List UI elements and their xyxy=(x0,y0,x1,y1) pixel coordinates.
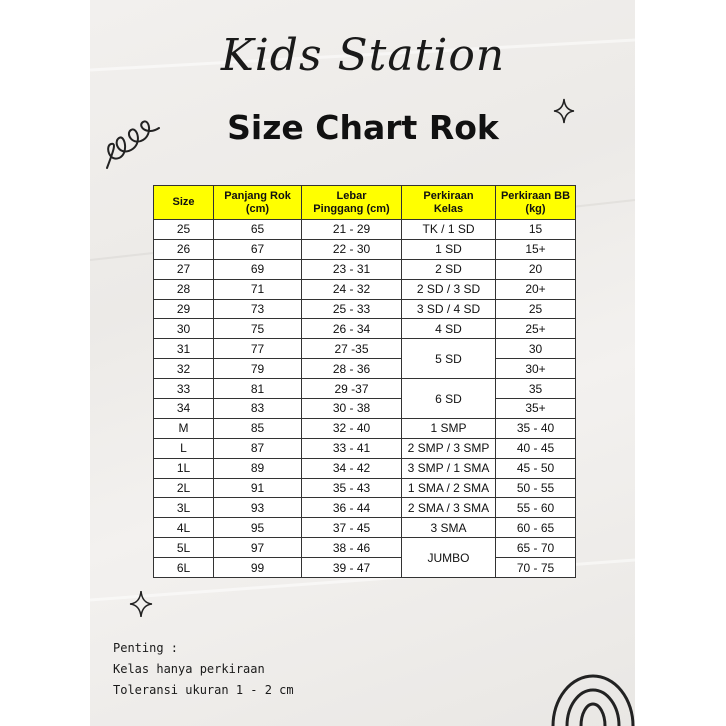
cell-perkiraan-kelas: 3 SD / 4 SD xyxy=(402,299,496,319)
cell-perkiraan-bb: 65 - 70 xyxy=(496,538,576,558)
table-row xyxy=(154,359,576,379)
table-row xyxy=(154,518,576,538)
cell-perkiraan-bb: 15 xyxy=(496,220,576,240)
cell-panjang-rok: 83 xyxy=(214,399,302,419)
cell-perkiraan-kelas: 1 SMP xyxy=(402,418,496,438)
cell-perkiraan-kelas: 3 SMP / 1 SMA xyxy=(402,458,496,478)
cell-perkiraan-kelas: 6 SD xyxy=(402,379,496,419)
cell-panjang-rok: 77 xyxy=(214,339,302,359)
sparkle-icon xyxy=(553,98,575,124)
column-header-panjang-rok: Panjang Rok (cm) xyxy=(214,186,302,220)
cell-size: 4L xyxy=(154,518,214,538)
cell-lebar-pinggang: 27 -35 xyxy=(302,339,402,359)
cell-perkiraan-bb: 25 xyxy=(496,299,576,319)
cell-perkiraan-bb: 70 - 75 xyxy=(496,558,576,578)
cell-size: 33 xyxy=(154,379,214,399)
cell-perkiraan-kelas: 1 SMA / 2 SMA xyxy=(402,478,496,498)
cell-size: L xyxy=(154,438,214,458)
cell-size: 2L xyxy=(154,478,214,498)
cell-perkiraan-bb: 50 - 55 xyxy=(496,478,576,498)
cell-perkiraan-kelas: 2 SD xyxy=(402,259,496,279)
cell-perkiraan-bb: 40 - 45 xyxy=(496,438,576,458)
cell-size: 3L xyxy=(154,498,214,518)
cell-lebar-pinggang: 21 - 29 xyxy=(302,220,402,240)
cell-panjang-rok: 69 xyxy=(214,259,302,279)
cell-lebar-pinggang: 36 - 44 xyxy=(302,498,402,518)
cell-perkiraan-kelas: 5 SD xyxy=(402,339,496,379)
table-row xyxy=(154,538,576,558)
cell-size: 1L xyxy=(154,458,214,478)
cell-size: 6L xyxy=(154,558,214,578)
cell-perkiraan-kelas: 4 SD xyxy=(402,319,496,339)
cell-size: 34 xyxy=(154,399,214,419)
cell-panjang-rok: 91 xyxy=(214,478,302,498)
cell-lebar-pinggang: 29 -37 xyxy=(302,379,402,399)
note-tolerance: Toleransi ukuran 1 - 2 cm xyxy=(113,683,294,697)
table-row xyxy=(154,418,576,438)
cell-panjang-rok: 89 xyxy=(214,458,302,478)
cell-perkiraan-kelas: JUMBO xyxy=(402,538,496,578)
table-row xyxy=(154,498,576,518)
cell-size: 31 xyxy=(154,339,214,359)
cell-panjang-rok: 93 xyxy=(214,498,302,518)
cell-lebar-pinggang: 32 - 40 xyxy=(302,418,402,438)
cell-panjang-rok: 75 xyxy=(214,319,302,339)
cell-perkiraan-kelas: 1 SD xyxy=(402,239,496,259)
table-row xyxy=(154,399,576,419)
sparkle-icon xyxy=(129,590,153,618)
cell-perkiraan-bb: 45 - 50 xyxy=(496,458,576,478)
cell-lebar-pinggang: 37 - 45 xyxy=(302,518,402,538)
page-title: Size Chart Rok xyxy=(227,108,499,147)
cell-perkiraan-bb: 35 xyxy=(496,379,576,399)
column-header-perkiraan-kelas: Perkiraan Kelas xyxy=(402,186,496,220)
cell-perkiraan-bb: 20+ xyxy=(496,279,576,299)
cell-lebar-pinggang: 30 - 38 xyxy=(302,399,402,419)
loop-scribble-icon xyxy=(103,112,167,172)
cell-perkiraan-kelas: 2 SMP / 3 SMP xyxy=(402,438,496,458)
cell-perkiraan-bb: 35 - 40 xyxy=(496,418,576,438)
table-row xyxy=(154,239,576,259)
cell-size: 32 xyxy=(154,359,214,379)
cell-panjang-rok: 65 xyxy=(214,220,302,240)
cell-size: 5L xyxy=(154,538,214,558)
cell-panjang-rok: 85 xyxy=(214,418,302,438)
cell-size: 27 xyxy=(154,259,214,279)
table-row xyxy=(154,319,576,339)
column-header-size: Size xyxy=(154,186,214,220)
table-header-row xyxy=(154,186,576,220)
cell-lebar-pinggang: 25 - 33 xyxy=(302,299,402,319)
cell-perkiraan-bb: 30 xyxy=(496,339,576,359)
cell-panjang-rok: 71 xyxy=(214,279,302,299)
table-row xyxy=(154,259,576,279)
notes xyxy=(113,638,294,701)
column-header-lebar-pinggang: Lebar Pinggang (cm) xyxy=(302,186,402,220)
cell-size: 26 xyxy=(154,239,214,259)
cell-panjang-rok: 81 xyxy=(214,379,302,399)
cell-perkiraan-bb: 25+ xyxy=(496,319,576,339)
table-row xyxy=(154,220,576,240)
table-row xyxy=(154,279,576,299)
cell-perkiraan-bb: 20 xyxy=(496,259,576,279)
cell-panjang-rok: 99 xyxy=(214,558,302,578)
cell-size: 29 xyxy=(154,299,214,319)
cell-size: 30 xyxy=(154,319,214,339)
table-row xyxy=(154,478,576,498)
cell-panjang-rok: 97 xyxy=(214,538,302,558)
cell-lebar-pinggang: 23 - 31 xyxy=(302,259,402,279)
cell-perkiraan-kelas: 3 SMA xyxy=(402,518,496,538)
table-row xyxy=(154,458,576,478)
table-row xyxy=(154,558,576,578)
cell-perkiraan-bb: 60 - 65 xyxy=(496,518,576,538)
cell-panjang-rok: 95 xyxy=(214,518,302,538)
cell-perkiraan-kelas: TK / 1 SD xyxy=(402,220,496,240)
cell-size: 25 xyxy=(154,220,214,240)
cell-perkiraan-bb: 35+ xyxy=(496,399,576,419)
table-row xyxy=(154,339,576,359)
cell-perkiraan-kelas: 2 SD / 3 SD xyxy=(402,279,496,299)
cell-perkiraan-bb: 15+ xyxy=(496,239,576,259)
table-row xyxy=(154,438,576,458)
cell-lebar-pinggang: 26 - 34 xyxy=(302,319,402,339)
rainbow-arcs-icon xyxy=(543,636,639,726)
cell-size: M xyxy=(154,418,214,438)
size-chart-table xyxy=(153,185,576,578)
note-class-estimate: Kelas hanya perkiraan xyxy=(113,662,265,676)
cell-lebar-pinggang: 38 - 46 xyxy=(302,538,402,558)
cell-panjang-rok: 79 xyxy=(214,359,302,379)
cell-panjang-rok: 87 xyxy=(214,438,302,458)
table-row xyxy=(154,379,576,399)
cell-lebar-pinggang: 39 - 47 xyxy=(302,558,402,578)
cell-lebar-pinggang: 22 - 30 xyxy=(302,239,402,259)
cell-lebar-pinggang: 28 - 36 xyxy=(302,359,402,379)
cell-panjang-rok: 67 xyxy=(214,239,302,259)
note-heading: Penting : xyxy=(113,641,179,655)
brand-name: Kids Station xyxy=(220,30,506,81)
cell-perkiraan-bb: 55 - 60 xyxy=(496,498,576,518)
cell-lebar-pinggang: 24 - 32 xyxy=(302,279,402,299)
cell-lebar-pinggang: 33 - 41 xyxy=(302,438,402,458)
table-body xyxy=(154,220,576,578)
cell-panjang-rok: 73 xyxy=(214,299,302,319)
table-row xyxy=(154,299,576,319)
cell-lebar-pinggang: 34 - 42 xyxy=(302,458,402,478)
column-header-perkiraan-bb: Perkiraan BB (kg) xyxy=(496,186,576,220)
cell-perkiraan-kelas: 2 SMA / 3 SMA xyxy=(402,498,496,518)
cell-lebar-pinggang: 35 - 43 xyxy=(302,478,402,498)
cell-size: 28 xyxy=(154,279,214,299)
cell-perkiraan-bb: 30+ xyxy=(496,359,576,379)
